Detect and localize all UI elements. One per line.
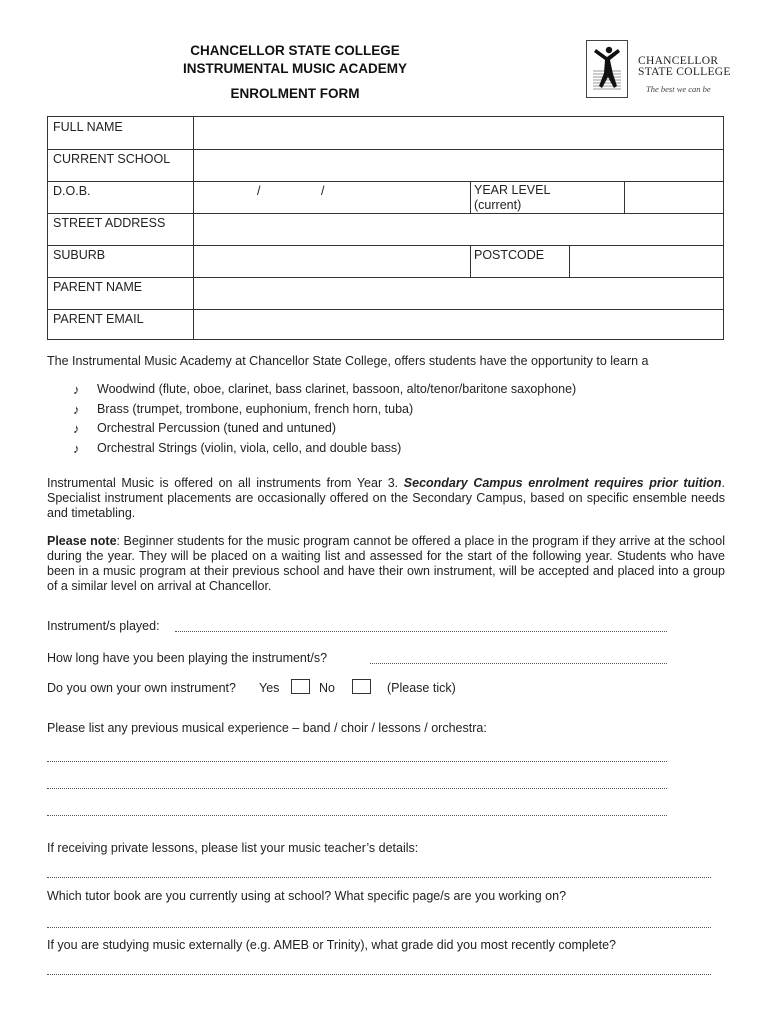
music-note-icon: ♪: [73, 382, 80, 397]
logo-name-line2: STATE COLLEGE: [638, 66, 731, 78]
postcode-field[interactable]: [570, 246, 723, 277]
leaping-figure-logo-icon: [586, 40, 628, 98]
please-note-paragraph: [47, 534, 725, 594]
full-name-label: FULL NAME: [53, 120, 123, 134]
year-level-text: YEAR LEVEL: [474, 183, 551, 197]
offered-paragraph: [47, 476, 725, 521]
current-school-field[interactable]: [194, 150, 723, 181]
form-title: ENROLMENT FORM: [230, 86, 360, 101]
experience-field[interactable]: [47, 814, 667, 816]
instrument-family: Woodwind (flute, oboe, clarinet, bass clarinet, bassoon, alto/tenor/baritone saxophone): [97, 382, 577, 396]
private-lessons-field[interactable]: [47, 876, 711, 878]
music-note-icon: ♪: [73, 401, 80, 417]
no-checkbox[interactable]: [352, 679, 371, 694]
own-instrument-label: Do you own your own instrument?: [47, 681, 236, 695]
experience-label: Please list any previous musical experience – band / choir / lessons / orchestra:: [47, 721, 487, 735]
table-divider: [470, 245, 471, 277]
instrument-family: Orchestral Strings (violin, viola, cello, and double bass): [97, 440, 402, 455]
dob-separator: /: [321, 184, 325, 198]
music-note-icon: ♪: [73, 421, 80, 436]
instrument-family: Orchestral Percussion (tuned and untuned): [97, 421, 337, 435]
street-address-field[interactable]: [194, 214, 723, 245]
external-grade-label: If you are studying music externally (e.g. AMEB or Trinity), what grade did you most recently complete?: [47, 938, 617, 952]
private-lessons-label: If receiving private lessons, please list your music teacher’s details:: [47, 841, 419, 855]
please-note-text: : Beginner students for the music program cannot be offered a place in the program if they arrive at the school during the year. They will be placed on a waiting list and assessed for the start of the following year. Students who have been in a music program at their previous school and have their own instrument, will be accepted and placed into a group of a similar level on arrival at Chancellor.: [47, 534, 725, 593]
offered-text-continued: . Specialist instrument placements are occasionally offered on the Secondary Campus, based on specific ensemble needs and timetabling.: [47, 476, 725, 520]
suburb-field[interactable]: [194, 246, 470, 277]
year-level-note: (current): [474, 198, 522, 212]
experience-field[interactable]: [47, 787, 667, 789]
secondary-campus-emphasis: Secondary Campus enrolment requires prior tuition: [403, 476, 722, 490]
no-label: No: [319, 681, 335, 695]
college-title: CHANCELLOR STATE COLLEGE: [190, 43, 400, 58]
please-tick-note: (Please tick): [387, 681, 456, 695]
instruments-played-label: Instrument/s played:: [47, 619, 160, 633]
postcode-label: POSTCODE: [474, 248, 545, 262]
instrument-family: Brass (trumpet, trombone, euphonium, french horn, tuba): [97, 401, 414, 416]
current-school-label: CURRENT SCHOOL: [53, 152, 171, 166]
parent-name-field[interactable]: [194, 278, 723, 309]
year-level-label: [474, 183, 550, 213]
student-details-table: [47, 116, 724, 340]
experience-field[interactable]: [47, 760, 667, 762]
instruments-played-field[interactable]: [175, 630, 667, 632]
academy-title: INSTRUMENTAL MUSIC ACADEMY: [183, 61, 407, 76]
full-name-field[interactable]: [194, 117, 723, 149]
parent-name-label: PARENT NAME: [53, 280, 143, 294]
suburb-label: SUBURB: [53, 248, 106, 262]
table-divider: [470, 181, 471, 213]
dob-label: D.O.B.: [53, 184, 91, 198]
tutor-book-label: Which tutor book are you currently using at school? What specific page/s are you working on?: [47, 889, 567, 903]
intro-text: The Instrumental Music Academy at Chancellor State College, offers students have the opportunity to learn a: [47, 354, 649, 368]
external-grade-field[interactable]: [47, 973, 711, 975]
street-address-label: STREET ADDRESS: [53, 216, 166, 230]
yes-label: Yes: [259, 681, 280, 695]
offered-text: Instrumental Music is offered on all instruments from Year 3.: [47, 476, 404, 490]
logo-name-line1: CHANCELLOR: [638, 55, 719, 67]
tutor-book-field[interactable]: [47, 926, 711, 928]
please-note-label: Please note: [47, 534, 117, 548]
how-long-label: How long have you been playing the instrument/s?: [47, 651, 328, 665]
how-long-field[interactable]: [370, 662, 667, 664]
parent-email-field[interactable]: [194, 310, 723, 339]
dob-separator: /: [257, 184, 261, 198]
parent-email-label: PARENT EMAIL: [53, 312, 144, 326]
year-level-field[interactable]: [625, 182, 723, 213]
yes-checkbox[interactable]: [291, 679, 310, 694]
logo-tagline: The best we can be: [646, 84, 711, 94]
dob-field[interactable]: [194, 182, 470, 213]
music-note-icon: ♪: [73, 440, 80, 456]
logo-wordmark: [638, 56, 731, 78]
